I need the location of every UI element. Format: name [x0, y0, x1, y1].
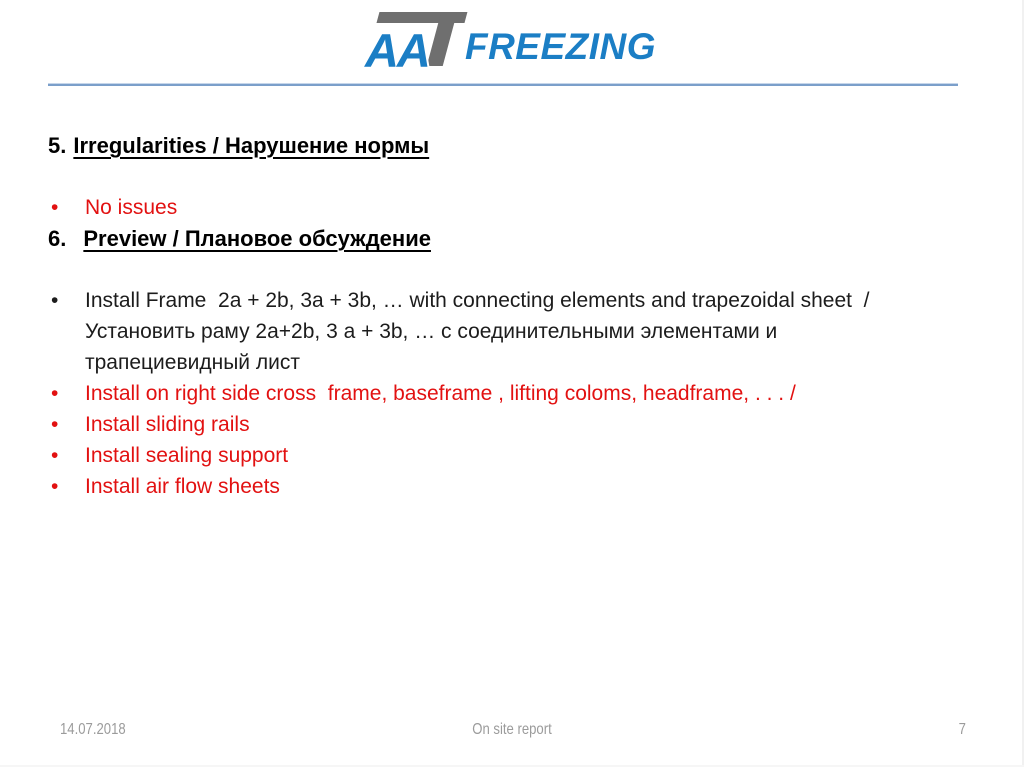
- logo-monogram-block: [364, 10, 464, 77]
- section-number: 5.: [48, 133, 67, 158]
- section-heading-preview: [48, 223, 960, 254]
- list-item-text: Install sliding rails: [85, 413, 250, 436]
- list-item: [48, 409, 960, 440]
- section-number: 6.: [48, 226, 67, 251]
- list-item: [48, 471, 960, 502]
- list-item-text: Install air flow sheets: [85, 475, 280, 498]
- list-item: [48, 285, 960, 378]
- list-item: [48, 192, 960, 223]
- slide-footer: [0, 721, 1024, 741]
- logo-monogram-text: AA: [364, 24, 429, 77]
- list-item-text-ru: трапециевидный лист: [85, 351, 300, 374]
- list-item-text: No issues: [85, 196, 178, 219]
- list-item: [48, 378, 960, 409]
- aat-freezing-logo: [364, 8, 657, 77]
- footer-report-title: On site report: [472, 721, 552, 738]
- list-item: [48, 440, 960, 471]
- section-title: Irregularities / Нарушение нормы: [73, 133, 430, 158]
- logo-wordmark: FREEZING: [464, 26, 657, 67]
- list-item-text: Install sealing support: [85, 444, 289, 467]
- footer-date: 14.07.2018: [60, 721, 126, 738]
- section-heading-irregularities: [48, 130, 960, 161]
- preview-list: [48, 285, 960, 502]
- slide-content: [48, 130, 960, 502]
- irregularities-list: [48, 192, 960, 223]
- footer-page-number: 7: [958, 721, 966, 738]
- header-divider: [48, 84, 958, 86]
- list-item-text-ru: Установить раму 2a+2b, 3 a + 3b, … с соединительными элементами и: [85, 320, 778, 343]
- list-item-text-en: • Install Frame 2a + 2b, 3a + 3b, … with connecting elements and trapezoidal sheet /: [85, 289, 870, 312]
- section-title: Preview / Плановое обсуждение: [83, 226, 431, 251]
- list-item-text: Install on right side cross frame, baseframe , lifting coloms, headframe, . . . /: [85, 382, 796, 405]
